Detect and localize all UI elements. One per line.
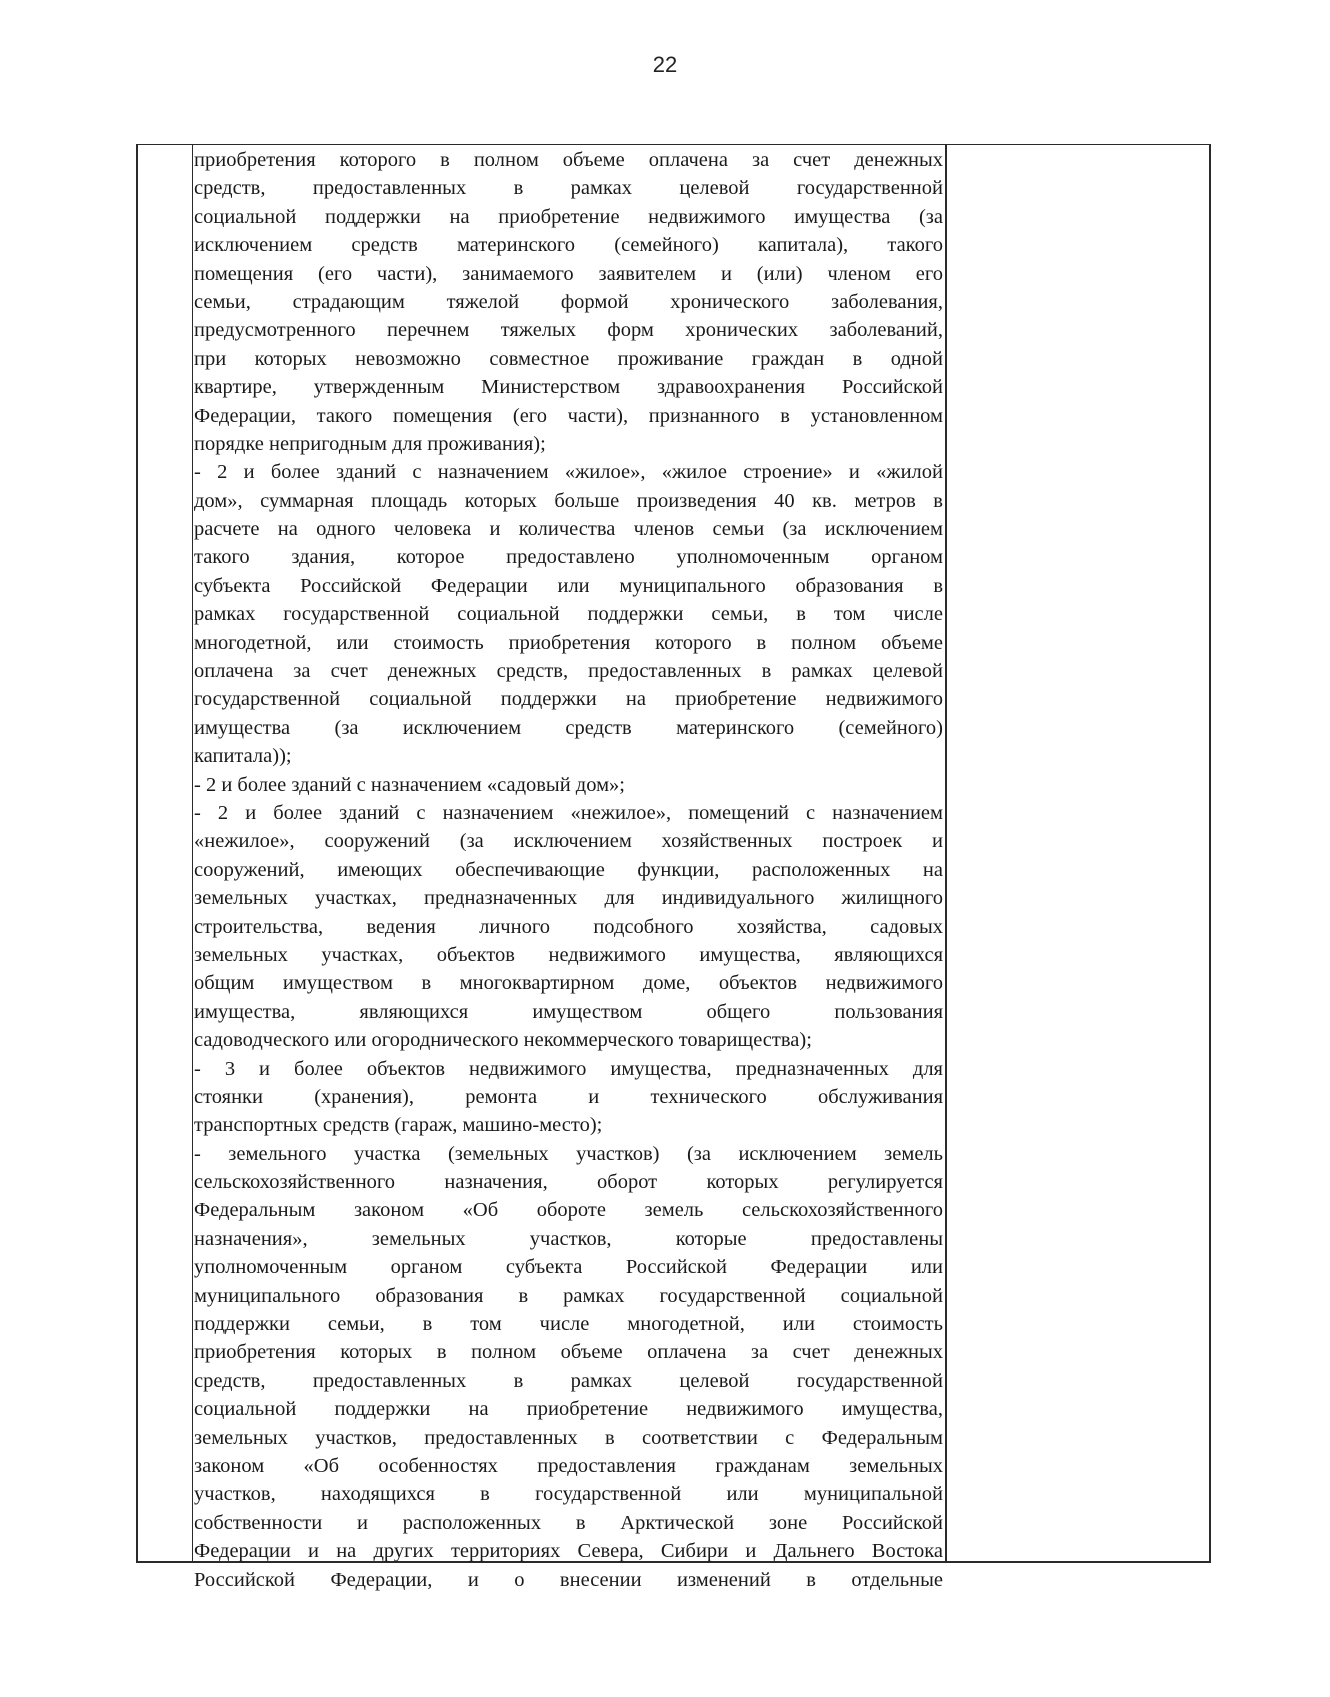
- text-line: Федерации, такого помещения (его части), признанного в установленном: [194, 404, 943, 427]
- text-line: земельных участков, предоставленных в соответствии с Федеральным: [194, 1426, 943, 1449]
- text-line: назначения», земельных участков, которые предоставлены: [194, 1227, 943, 1250]
- text-line: государственной социальной поддержки на приобретение недвижимого: [194, 688, 943, 711]
- text-line: строительства, ведения личного подсобного хозяйства, садовых: [194, 915, 943, 938]
- text-line: общим имуществом в многоквартирном доме, объектов недвижимого: [194, 972, 943, 995]
- text-line: сооружений, имеющих обеспечивающие функции, расположенных на: [194, 858, 943, 881]
- text-line: - земельного участка (земельных участков) (за исключением земель: [194, 1142, 943, 1165]
- page-number: 22: [652, 52, 678, 77]
- text-line: приобретения которых в полном объеме оплачена за счет денежных: [194, 1341, 943, 1364]
- text-line: транспортных средств (гараж, машино-место);: [194, 1114, 603, 1137]
- text-line: приобретения которого в полном объеме оплачена за счет денежных: [194, 149, 943, 171]
- text-line: садоводческого или огороднического некоммерческого товарищества);: [194, 1029, 812, 1052]
- text-line: Федерации и на других территориях Севера, Сибири и Дальнего Востока: [194, 1540, 943, 1563]
- text-line: имущества (за исключением средств материнского (семейного): [194, 716, 943, 739]
- text-line: семьи, страдающим тяжелой формой хронического заболевания,: [194, 290, 943, 313]
- text-line: Российской Федерации, и о внесении изменений в отдельные: [194, 1568, 943, 1591]
- text-line: помещения (его части), занимаемого заявителем и (или) членом его: [194, 262, 943, 285]
- text-line: такого здания, которое предоставлено уполномоченным органом: [194, 546, 943, 569]
- text-line: социальной поддержки на приобретение недвижимого имущества,: [194, 1398, 943, 1421]
- text-line: средств, предоставленных в рамках целевой государственной: [194, 1369, 943, 1392]
- text-line: социальной поддержки на приобретение недвижимого имущества (за: [194, 205, 943, 228]
- text-line: сельскохозяйственного назначения, оборот которых регулируется: [194, 1171, 943, 1194]
- text-line: квартире, утвержденным Министерством здравоохранения Российской: [194, 376, 943, 399]
- text-line: средств, предоставленных в рамках целевой государственной: [194, 177, 943, 200]
- text-line: земельных участках, объектов недвижимого имущества, являющихся: [194, 943, 943, 966]
- text-line: уполномоченным органом субъекта Российской Федерации или: [194, 1256, 943, 1279]
- text-line: поддержки семьи, в том числе многодетной, или стоимость: [194, 1313, 943, 1336]
- text-line: при которых невозможно совместное проживание граждан в одной: [194, 347, 943, 370]
- text-line: стоянки (хранения), ремонта и технического обслуживания: [194, 1085, 943, 1108]
- table-column-number: [138, 145, 193, 1561]
- text-line: оплачена за счет денежных средств, предоставленных в рамках целевой: [194, 660, 943, 683]
- text-line: исключением средств материнского (семейного) капитала), такого: [194, 234, 943, 257]
- table-column-text: [193, 145, 947, 1591]
- text-line: капитала));: [194, 745, 292, 768]
- text-line: собственности и расположенных в Арктической зоне Российской: [194, 1511, 943, 1534]
- text-line: имущества, являющихся имуществом общего пользования: [194, 1000, 943, 1023]
- text-line: «нежилое», сооружений (за исключением хозяйственных построек и: [194, 830, 943, 853]
- text-line: - 2 и более зданий с назначением «нежилое», помещений с назначением: [194, 801, 943, 824]
- table-column-notes: [947, 145, 1209, 1561]
- text-line: муниципального образования в рамках государственной социальной: [194, 1284, 943, 1307]
- text-line: Федеральным законом «Об обороте земель сельскохозяйственного: [194, 1199, 943, 1222]
- text-line: многодетной, или стоимость приобретения которого в полном объеме: [194, 631, 943, 654]
- text-line: - 2 и более зданий с назначением «жилое», «жилое строение» и «жилой: [194, 461, 943, 484]
- text-line: законом «Об особенностях предоставления гражданам земельных: [194, 1454, 943, 1477]
- text-line: расчете на одного человека и количества членов семьи (за исключением: [194, 518, 943, 541]
- text-line: порядке непригодным для проживания);: [194, 432, 546, 455]
- text-line: - 2 и более зданий с назначением «садовый дом»;: [194, 773, 626, 796]
- text-line: предусмотренного перечнем тяжелых форм хронических заболеваний,: [194, 319, 943, 342]
- text-line: земельных участках, предназначенных для индивидуального жилищного: [194, 887, 943, 910]
- text-line: рамках государственной социальной поддержки семьи, в том числе: [194, 603, 943, 626]
- document-table: [136, 144, 1211, 1591]
- text-line: субъекта Российской Федерации или муниципального образования в: [194, 574, 943, 597]
- text-line: дом», суммарная площадь которых больше произведения 40 кв. метров в: [194, 489, 943, 512]
- text-line: участков, находящихся в государственной или муниципальной: [194, 1483, 943, 1506]
- text-line: - 3 и более объектов недвижимого имущества, предназначенных для: [194, 1057, 943, 1080]
